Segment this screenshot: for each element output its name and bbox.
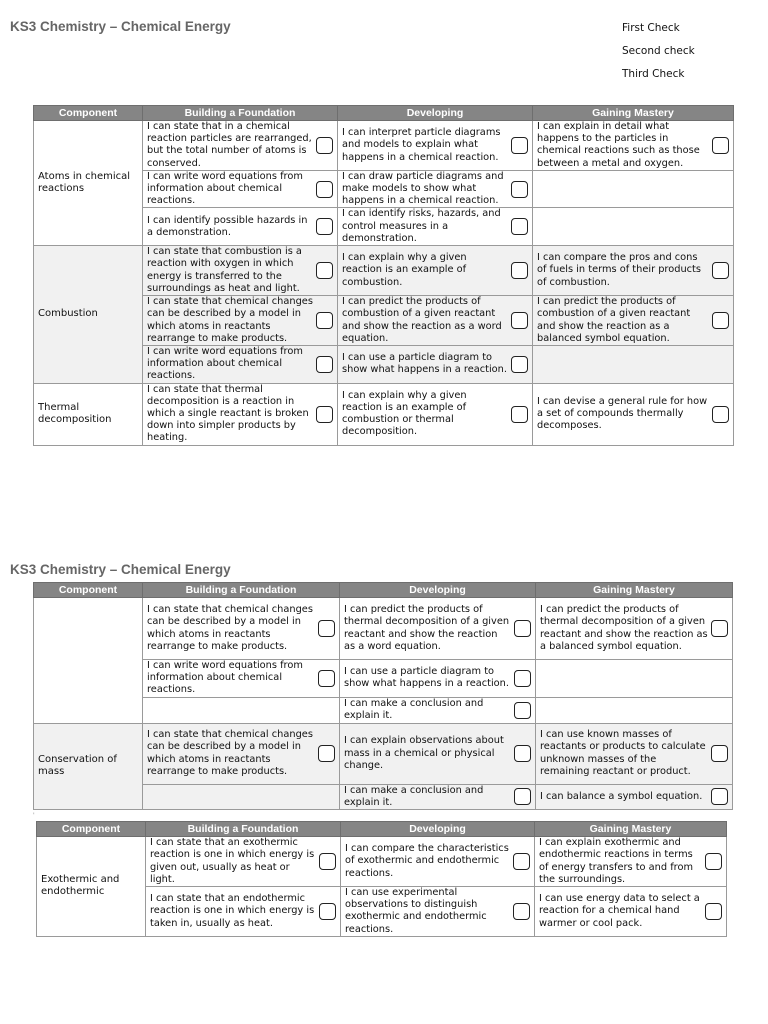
- statement-text: I can explain why a given reaction is an example of combustion.: [342, 252, 467, 288]
- empty-cell: [533, 208, 734, 246]
- checkbox[interactable]: [705, 853, 722, 870]
- component-combustion: Combustion: [34, 246, 143, 384]
- statement-text: I can state that chemical changes can be described by a model in which atoms in reactants rearrange to make products.: [147, 296, 313, 344]
- checkbox[interactable]: [511, 137, 528, 154]
- component-exothermic-endothermic: Exothermic and endothermic: [37, 837, 146, 937]
- statement-cell: [535, 893, 726, 930]
- statement-text: I can write word equations from information about chemical reactions.: [147, 660, 303, 696]
- section-title: KS3 Chemistry – Chemical Energy: [10, 562, 231, 577]
- statement-cell: [146, 893, 340, 930]
- statement-cell: [143, 246, 337, 295]
- statement-text: I can explain in detail what happens to the particles in chemical reactions such as those between a metal and oxygen.: [537, 121, 700, 169]
- statement-cell: [338, 208, 532, 245]
- checkbox[interactable]: [711, 620, 728, 637]
- statement-cell: [340, 698, 535, 722]
- statement-cell: [143, 215, 337, 239]
- checkbox[interactable]: [316, 262, 333, 279]
- statement-text: I can make a conclusion and explain it.: [344, 697, 484, 722]
- statement-text: I can devise a general rule for how a set of compounds thermally decomposes.: [537, 395, 708, 432]
- checkbox[interactable]: [712, 262, 729, 279]
- statement-cell: [341, 887, 534, 936]
- statement-cell: [533, 121, 733, 170]
- checkbox[interactable]: [513, 853, 530, 870]
- statement-text: I can compare the pros and cons of fuels in terms of their products of combustion.: [537, 252, 701, 288]
- statement-cell: [338, 127, 532, 164]
- header-developing: Developing: [341, 822, 535, 837]
- checkbox[interactable]: [514, 745, 531, 762]
- statement-text: I can use experimental observations to distinguish exothermic and endothermic reactions.: [345, 887, 487, 935]
- checkbox[interactable]: [711, 788, 728, 805]
- checkbox[interactable]: [316, 181, 333, 198]
- header-component: Component: [37, 822, 146, 837]
- statement-cell: [338, 352, 532, 376]
- statement-cell: [536, 791, 732, 803]
- statement-cell: [340, 735, 535, 772]
- statement-text: I can draw particle diagrams and make models to show what happens in a chemical reaction.: [342, 170, 504, 207]
- empty-cell: [143, 784, 340, 809]
- statement-text: I can state that chemical changes can be described by a model in which atoms in reactants rearrange to make products.: [147, 604, 313, 652]
- statement-text: I can state that combustion is a reaction with oxygen in which energy is transferred to the surroundings as heat and light.: [147, 246, 302, 294]
- checkbox[interactable]: [514, 670, 531, 687]
- statement-cell: [338, 252, 532, 289]
- statement-cell: [143, 660, 339, 697]
- empty-cell: [143, 697, 340, 723]
- rubric-table-2: [33, 582, 733, 810]
- checkbox[interactable]: [705, 903, 722, 920]
- checkbox[interactable]: [319, 903, 336, 920]
- checkbox[interactable]: [318, 745, 335, 762]
- statement-text: I can make a conclusion and explain it.: [344, 784, 484, 808]
- statement-text: I can predict the products of combustion of a given reactant and show the reaction as a balanced symbol equation.: [537, 296, 691, 344]
- statement-cell: [536, 604, 732, 653]
- statement-cell: [338, 171, 532, 208]
- statement-text: I can use energy data to select a reaction for a chemical hand warmer or cool pack.: [539, 893, 700, 929]
- header-developing: Developing: [340, 583, 536, 598]
- statement-cell: [143, 346, 337, 383]
- statement-cell: [338, 390, 532, 439]
- third-check-label: Third Check: [622, 68, 685, 80]
- statement-cell: [143, 729, 339, 778]
- component-cell: [34, 598, 143, 724]
- checkbox[interactable]: [712, 406, 729, 423]
- header-mastery: Gaining Mastery: [533, 106, 734, 121]
- statement-text: I can identify risks, hazards, and control measures in a demonstration.: [342, 208, 501, 244]
- statement-text: I can explain why a given reaction is an example of combustion or thermal decomposition.: [342, 389, 467, 438]
- checkbox[interactable]: [511, 218, 528, 235]
- checkbox[interactable]: [511, 262, 528, 279]
- checkbox[interactable]: [514, 788, 531, 805]
- statement-text: I can identify possible hazards in a demonstration.: [147, 214, 308, 238]
- component-atoms: Atoms in chemical reactions: [34, 121, 143, 246]
- statement-text: I can compare the characteristics of exothermic and endothermic reactions.: [345, 843, 509, 879]
- statement-cell: [143, 384, 337, 445]
- stray-mark: ': [33, 812, 35, 819]
- statement-text: I can state that an exothermic reaction is one in which energy is given out, usually as heat or light.: [150, 837, 315, 885]
- statement-text: I can explain observations about mass in a chemical or physical change.: [344, 735, 504, 771]
- checkbox[interactable]: [316, 356, 333, 373]
- component-thermal-decomposition: Thermal decomposition: [34, 383, 143, 445]
- header-foundation: Building a Foundation: [143, 106, 338, 121]
- statement-cell: [535, 837, 726, 886]
- checkbox[interactable]: [316, 218, 333, 235]
- checkbox[interactable]: [318, 670, 335, 687]
- statement-cell: [143, 296, 337, 345]
- statement-cell: [533, 396, 733, 433]
- first-check-label: First Check: [622, 22, 680, 34]
- checkbox[interactable]: [513, 903, 530, 920]
- empty-cell: [533, 170, 734, 208]
- checkbox[interactable]: [514, 620, 531, 637]
- rubric-table-1: [33, 105, 734, 446]
- header-mastery: Gaining Mastery: [536, 583, 733, 598]
- header-foundation: Building a Foundation: [146, 822, 341, 837]
- statement-text: I can state that in a chemical reaction particles are rearranged, but the total number of atoms is conserved.: [147, 121, 312, 169]
- statement-text: I can state that thermal decomposition is a reaction in which a single reactant is broken down into simpler products by heating.: [147, 383, 309, 444]
- checkbox[interactable]: [319, 853, 336, 870]
- checkbox[interactable]: [316, 312, 333, 329]
- checkbox[interactable]: [712, 137, 729, 154]
- statement-text: I can predict the products of combustion of a given reactant and show the reaction as a word equation.: [342, 296, 502, 344]
- checkbox[interactable]: [511, 406, 528, 423]
- second-check-label: Second check: [622, 45, 695, 57]
- statement-cell: [341, 843, 534, 880]
- empty-cell: [536, 660, 733, 698]
- component-conservation-of-mass: Conservation of mass: [34, 723, 143, 809]
- header-mastery: Gaining Mastery: [535, 822, 727, 837]
- statement-text: I can predict the products of thermal decomposition of a given reactant and show the reaction as a word equation.: [344, 604, 510, 652]
- statement-cell: [533, 296, 733, 345]
- statement-cell: [533, 252, 733, 289]
- statement-cell: [340, 604, 535, 653]
- header-developing: Developing: [338, 106, 533, 121]
- header-component: Component: [34, 106, 143, 121]
- statement-text: I can use a particle diagram to show what happens in a reaction.: [344, 666, 509, 690]
- empty-cell: [536, 697, 733, 723]
- statement-cell: [340, 785, 535, 809]
- statement-cell: [146, 837, 340, 886]
- checkbox[interactable]: [511, 312, 528, 329]
- statement-text: I can state that an endothermic reaction is one in which energy is taken in, usually as heat.: [150, 893, 315, 929]
- checkbox[interactable]: [316, 406, 333, 423]
- statement-text: I can write word equations from information about chemical reactions.: [147, 346, 303, 382]
- empty-cell: [533, 346, 734, 384]
- statement-text: I can write word equations from information about chemical reactions.: [147, 170, 303, 207]
- statement-text: I can explain exothermic and endothermic reactions in terms of energy transfers to and from the surroundings.: [539, 837, 694, 885]
- rubric-table-3: [36, 821, 727, 937]
- checkbox[interactable]: [318, 620, 335, 637]
- statement-cell: [143, 171, 337, 208]
- checkbox[interactable]: [511, 356, 528, 373]
- header-foundation: Building a Foundation: [143, 583, 340, 598]
- checkbox[interactable]: [511, 181, 528, 198]
- header-component: Component: [34, 583, 143, 598]
- statement-cell: [338, 296, 532, 345]
- checkbox[interactable]: [514, 702, 531, 719]
- checkbox[interactable]: [316, 137, 333, 154]
- page-title: KS3 Chemistry – Chemical Energy: [10, 19, 231, 34]
- statement-text: I can use known masses of reactants or products to calculate unknown masses of the remaining reactant or product.: [540, 729, 706, 777]
- statement-text: I can state that chemical changes can be described by a model in which atoms in reactants rearrange to make products.: [147, 729, 313, 777]
- statement-text: I can interpret particle diagrams and models to explain what happens in a chemical reaction.: [342, 127, 501, 163]
- statement-cell: [143, 604, 339, 653]
- statement-cell: [340, 666, 535, 690]
- statement-cell: [536, 729, 732, 778]
- checkbox[interactable]: [712, 312, 729, 329]
- checkbox[interactable]: [711, 745, 728, 762]
- statement-cell: [143, 121, 337, 170]
- statement-text: I can predict the products of thermal decomposition of a given reactant and show the reaction as a balanced symbol equation.: [540, 604, 708, 652]
- statement-text: I can balance a symbol equation.: [540, 790, 703, 802]
- statement-text: I can use a particle diagram to show what happens in a reaction.: [342, 352, 507, 376]
